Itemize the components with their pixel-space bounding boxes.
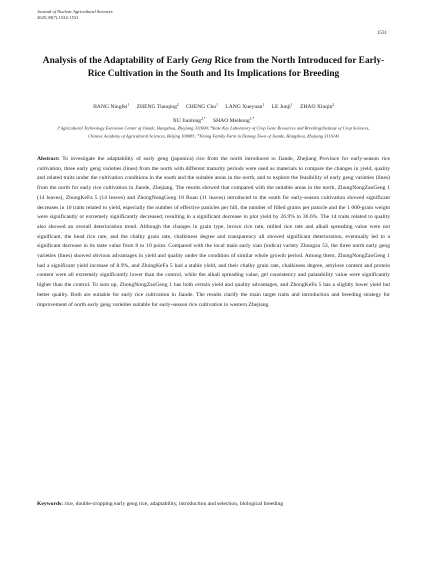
abstract-text: To investigate the adaptability of early geng (japonica) rice from the north introduced to Jiande, Zhejiang Province for early-season rice cultivation, three early geng varieties (lines) from the north with different maturity periods were used as materials to compare the changes in yield, quality and related traits under the cultivation conditions in the south and the suitable areas in the north, and to explore the feasibility of early geng varieties (lines) from the north for early rice cultivation in Jiande, Zhejiang. The results showed that compared with the suitable areas in the north, ZhongNongZaoGeng 1 (14 leaves), ZhongKeFa 5 (14 leaves) and ZhongNongGeng 18 Ruan (11 leaves) introduced to the south for early-season cultivation showed significant decreases in 10 traits related to yield, especially the number of effective panicles per hill, the number of filled grains per panicle and the 1 000-grain weight were significantly or extremely significantly decreased, resulting in a significant decrease in plot yield by 26.9% to 36.6%. The 14 traits related to quality also showed an overall deterioration trend. Although the changes in grain type, brown rice rate, milled rice rate and alkali spreading value were not significant, the head rice rate, and the chalky grain rate, chalkiness degree and transparency all showed significant deterioration, eventually led to a significant decrease in its taste value from 8 to 10 point. Compared with the local main early xian (indica) variety Zhongzu 53, the three north early geng varieties (lines) showed obvious advantages in yield and quality under the condition of similar whole growth period. Among them, ZhongNongZaoGeng 1 had a significant yield increase of 8.9%, and ZhongKeFa 5 had a stable yield, and their chalky grain rate, chalkiness degree, amylose content and protein content were all extremely significantly lower than the control, while the alkali spreading value, gel consistency and palatability value were significantly higher than the control. To sum up, ZhongNongZaoGeng 1 has both certain yield and quality advantages, and ZhongKeFa 5 has a slightly lower yield but better quality. Both are suitable for early rice cultivation in Jiande. The results clarify the main target traits and introduction and breeding strategy for improvement of north early geng varieties suitable for early-season rice cultivation in western Zhejiang. [37,156,390,308]
journal-name: Journal of Nuclear Agricultural Sciences [37,9,113,14]
keywords-text: rice, double-cropping early geng rice, adaptability, introduction and selection, biological breeding [63,501,284,507]
title-part-2: Rice from the North Introduced for Early-Rice Cultivation in the South and Its Implications for Breeding [87,56,385,79]
abstract-label: Abstract: [37,156,60,162]
affiliation-3: Timing Family Farm in Datong Town of Jiande, Hangzhou, Zhejiang 311614) [198,133,339,139]
author: ZHAO Xiuqin$^2$ [299,103,335,110]
author-line-1 [40,99,387,113]
paper-title [40,55,387,81]
author: CHENG Chu$^1$ [186,103,218,110]
running-header [37,9,113,21]
title-italic: Geng [191,56,213,66]
affiliations: ($^1$Agricultural Technology Extension Center of Jiande, Hangzhou, Zhejiang 311600; $^2$State Key Laboratory of Crop Gene Resources and Breeding/Institute of Crop Sciences, Chinese Academy of Agricultural Sciences, Beijing 100081; $^3$Timing Family Farm in Datong Town of Jiande, Hangzhou, Zhejiang 311614) [57,125,370,139]
page-number: 1531 [377,31,387,36]
author: LANG Xueyuan$^1$ [225,103,265,110]
author: ZHENG Tianqing$^2$ [136,103,179,110]
author: JIANG Ningfei$^1$ [92,103,130,110]
title-part-1: Analysis of the Adaptability of Early [42,56,192,66]
author-list [40,99,387,127]
affiliation-1: Agricultural Technology Extension Center of Jiande, Hangzhou, Zhejiang 311600; [60,125,210,131]
keywords-label: Keywords: [37,501,64,507]
author: XU Jianlong$^{2,*}$ [172,117,206,124]
author: LE Junji$^1$ [271,103,293,110]
affiliation-2: State Key Laboratory of Crop Gene Resources and Breeding/Institute of Crop Sciences, Chinese Academy of Agricultural Sciences, Beijing 100081; [88,125,370,139]
journal-issue: 2025,39(7):1522-1531 [37,15,79,21]
author: SHAO Meihong$^{1,*}$ [213,117,255,124]
abstract [37,155,390,310]
keywords [37,500,390,510]
